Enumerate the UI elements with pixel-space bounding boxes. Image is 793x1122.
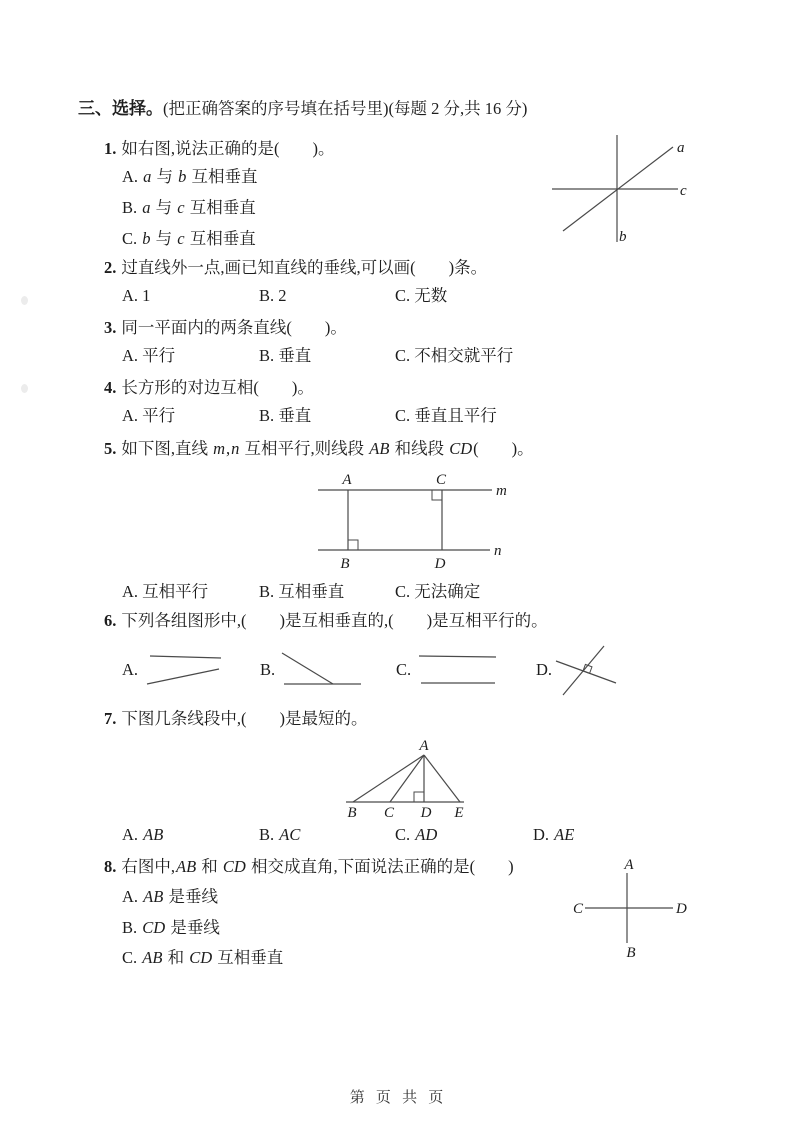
question-2-option-a: A. 1 bbox=[122, 286, 151, 305]
question-1-option-a: A. a 与 b 互相垂直 bbox=[122, 167, 258, 186]
question-3-option-b: B. 垂直 bbox=[259, 346, 312, 365]
label-a: A bbox=[624, 857, 634, 873]
question-5-option-b: B. 互相垂直 bbox=[259, 582, 345, 601]
label-d: D bbox=[434, 556, 446, 572]
question-3-stem bbox=[104, 318, 347, 338]
question-4-number: 4. bbox=[104, 378, 117, 397]
label-c: C bbox=[435, 472, 447, 488]
right-angle-mark-c bbox=[432, 490, 442, 500]
label-n: n bbox=[494, 543, 502, 559]
section-header bbox=[78, 99, 527, 119]
segment-ac bbox=[390, 755, 424, 802]
question-6-figure-label-b: B. bbox=[260, 660, 276, 679]
question-7-option-d: D. AE bbox=[533, 825, 575, 844]
section-title: 三、选择。 bbox=[78, 99, 163, 118]
question-4-option-b: B. 垂直 bbox=[259, 406, 312, 425]
question-1-figure bbox=[543, 128, 723, 250]
page-footer: 第 页 共 页 bbox=[349, 1089, 444, 1106]
question-6-figure-c bbox=[413, 647, 503, 689]
question-6-number: 6. bbox=[104, 611, 117, 630]
scan-artifact bbox=[21, 384, 28, 393]
question-8-stem bbox=[104, 857, 514, 877]
segment-ab bbox=[353, 755, 424, 802]
label-c: C bbox=[572, 901, 583, 917]
question-5-stem bbox=[104, 439, 534, 459]
question-8-figure bbox=[568, 853, 698, 963]
question-3-option-a: A. 平行 bbox=[122, 346, 176, 365]
scan-artifact bbox=[21, 296, 28, 305]
question-6-stem bbox=[104, 611, 548, 631]
label-a: a bbox=[677, 140, 685, 156]
question-2-option-b: B. 2 bbox=[259, 286, 287, 305]
label-b: B bbox=[347, 805, 357, 821]
line bbox=[150, 656, 221, 658]
label-b: B bbox=[626, 945, 636, 961]
question-6-figure-b bbox=[276, 645, 368, 690]
question-4-text: 长方形的对边互相( )。 bbox=[121, 378, 314, 397]
question-8-text: 右图中,AB 和 CD 相交成直角,下面说法正确的是( ) bbox=[121, 857, 514, 876]
question-8-option-c: C. AB 和 CD 互相垂直 bbox=[122, 948, 284, 967]
right-angle-mark-d bbox=[414, 792, 424, 802]
question-1-number: 1. bbox=[104, 139, 117, 158]
question-4-option-a: A. 平行 bbox=[122, 406, 176, 425]
question-6-figure-d bbox=[548, 637, 628, 703]
question-5-number: 5. bbox=[104, 439, 117, 458]
question-8-option-b: B. CD 是垂线 bbox=[122, 918, 220, 937]
line bbox=[282, 653, 333, 684]
question-5-text: 如下图,直线 m,n 互相平行,则线段 AB 和线段 CD( )。 bbox=[121, 439, 534, 458]
question-8-option-a: A. AB 是垂线 bbox=[122, 887, 218, 906]
question-3-number: 3. bbox=[104, 318, 117, 337]
label-d: D bbox=[676, 901, 687, 917]
question-6-text: 下列各组图形中,( )是互相垂直的,( )是互相平行的。 bbox=[121, 611, 548, 630]
label-a: A bbox=[342, 472, 352, 488]
question-7-option-c: C. AD bbox=[395, 825, 438, 844]
question-6-figure-a bbox=[143, 648, 228, 696]
line bbox=[419, 656, 496, 657]
question-1-option-b: B. a 与 c 互相垂直 bbox=[122, 198, 256, 217]
question-8-number: 8. bbox=[104, 857, 117, 876]
label-c: c bbox=[680, 183, 687, 199]
question-4-option-c: C. 垂直且平行 bbox=[395, 406, 497, 425]
question-6-figure-label-a: A. bbox=[122, 660, 139, 679]
label-b: b bbox=[619, 229, 627, 245]
label-a: A bbox=[419, 738, 429, 754]
section-note: (把正确答案的序号填在括号里)(每题 2 分,共 16 分) bbox=[163, 99, 528, 118]
right-angle-mark-b bbox=[348, 540, 358, 550]
label-e: E bbox=[454, 805, 464, 821]
question-7-figure bbox=[338, 736, 478, 821]
question-3-option-c: C. 不相交就平行 bbox=[395, 346, 514, 365]
question-7-text: 下图几条线段中,( )是最短的。 bbox=[121, 709, 368, 728]
segment-ae bbox=[424, 755, 460, 802]
question-1-text: 如右图,说法正确的是( )。 bbox=[121, 139, 335, 158]
question-7-option-a: A. AB bbox=[122, 825, 164, 844]
question-7-stem bbox=[104, 709, 368, 729]
question-6-figure-label-d: D. bbox=[536, 660, 553, 679]
question-7-option-b: B. AC bbox=[259, 825, 301, 844]
line bbox=[147, 669, 219, 684]
question-6-figure-label-c: C. bbox=[396, 660, 412, 679]
question-5-figure bbox=[308, 468, 518, 573]
question-4-stem bbox=[104, 378, 314, 398]
question-1-option-c: C. b 与 c 互相垂直 bbox=[122, 229, 256, 248]
label-b: B bbox=[340, 556, 350, 572]
question-2-option-c: C. 无数 bbox=[395, 286, 448, 305]
question-3-text: 同一平面内的两条直线( )。 bbox=[121, 318, 347, 337]
question-2-text: 过直线外一点,画已知直线的垂线,可以画( )条。 bbox=[121, 258, 488, 277]
question-2-stem bbox=[104, 258, 487, 278]
question-7-number: 7. bbox=[104, 709, 117, 728]
label-m: m bbox=[496, 483, 507, 499]
label-d: D bbox=[420, 805, 432, 821]
question-1-stem bbox=[104, 139, 335, 159]
label-c: C bbox=[383, 805, 395, 821]
question-2-number: 2. bbox=[104, 258, 117, 277]
question-5-option-c: C. 无法确定 bbox=[395, 582, 481, 601]
question-5-option-a: A. 互相平行 bbox=[122, 582, 209, 601]
